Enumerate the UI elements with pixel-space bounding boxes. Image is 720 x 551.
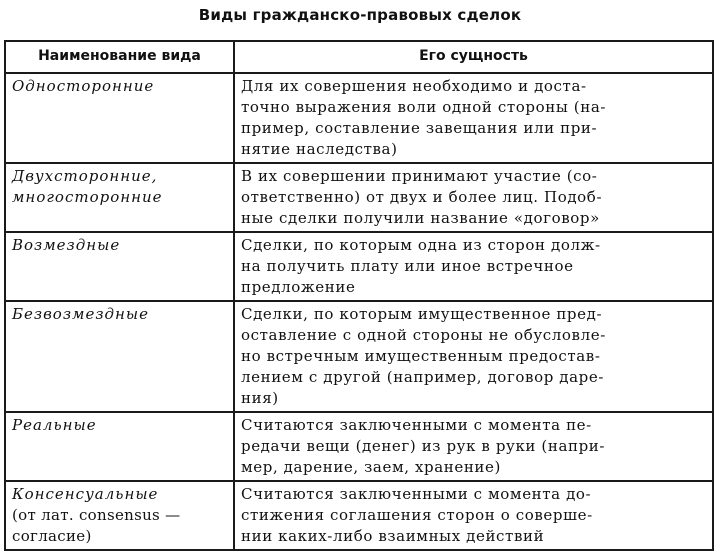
essence-line: нии каких-либо взаимных действий — [241, 527, 545, 545]
kind-name: Возмездные — [12, 236, 121, 254]
essence-line: Считаются заключенными с момента пе- — [241, 416, 592, 434]
essence-cell — [234, 163, 713, 232]
essence-line: пример, составление завещания или при- — [241, 119, 598, 137]
essence-line: ния) — [241, 389, 279, 407]
kind-name: Двухсторонние, — [12, 167, 158, 185]
essence-line: нятие наследства) — [241, 140, 398, 158]
table-row — [5, 163, 713, 232]
essence-line: Для их совершения необходимо и доста- — [241, 77, 587, 95]
essence-line: лением с другой (например, договор даре- — [241, 368, 605, 386]
essence-line: Сделки, по которым имущественное пред- — [241, 305, 603, 323]
essence-line: но встречным имущественным предостав- — [241, 347, 601, 365]
deals-table — [4, 40, 714, 551]
essence-line: точно выражения воли одной стороны (на- — [241, 98, 607, 116]
essence-cell — [234, 232, 713, 301]
essence-line: ответственно) от двух и более лиц. Подоб- — [241, 188, 603, 206]
essence-line: ные сделки получили название «договор» — [241, 209, 600, 227]
essence-line: мер, дарение, заем, хранение) — [241, 458, 501, 476]
kind-cell — [5, 163, 234, 232]
kind-cell — [5, 232, 234, 301]
essence-cell — [234, 301, 713, 412]
essence-line: на получить плату или иное встречное — [241, 257, 574, 275]
table-row — [5, 73, 713, 163]
kind-etymology: (от лат. consensus — — [12, 506, 181, 524]
kind-cell — [5, 73, 234, 163]
essence-line: Считаются заключенными с момента до- — [241, 485, 592, 503]
essence-line: редачи вещи (денег) из рук в руки (напри- — [241, 437, 606, 455]
table-row — [5, 301, 713, 412]
table-row — [5, 232, 713, 301]
kind-name: Односторонние — [12, 77, 155, 95]
page-title: Виды гражданско-правовых сделок — [198, 6, 522, 24]
table-header-row — [5, 41, 713, 73]
header-kind-name: Наименование вида — [5, 41, 234, 73]
essence-line: В их совершении принимают участие (со- — [241, 167, 598, 185]
header-essence: Его сущность — [234, 41, 713, 73]
kind-name-continued: многосторонние — [12, 188, 163, 206]
kind-name: Консенсуальные — [12, 485, 159, 503]
kind-name: Реальные — [12, 416, 97, 434]
kind-cell — [5, 301, 234, 412]
essence-line: предложение — [241, 278, 356, 296]
table-row — [5, 412, 713, 481]
essence-cell — [234, 412, 713, 481]
essence-line: оставление с одной стороны не обусловле- — [241, 326, 606, 344]
kind-etymology-continued: согласие) — [12, 527, 92, 545]
kind-cell — [5, 412, 234, 481]
essence-line: стижения соглашения сторон о соверше- — [241, 506, 593, 524]
essence-line: Сделки, по которым одна из сторон долж- — [241, 236, 601, 254]
kind-name: Безвозмездные — [12, 305, 149, 323]
essence-cell — [234, 73, 713, 163]
